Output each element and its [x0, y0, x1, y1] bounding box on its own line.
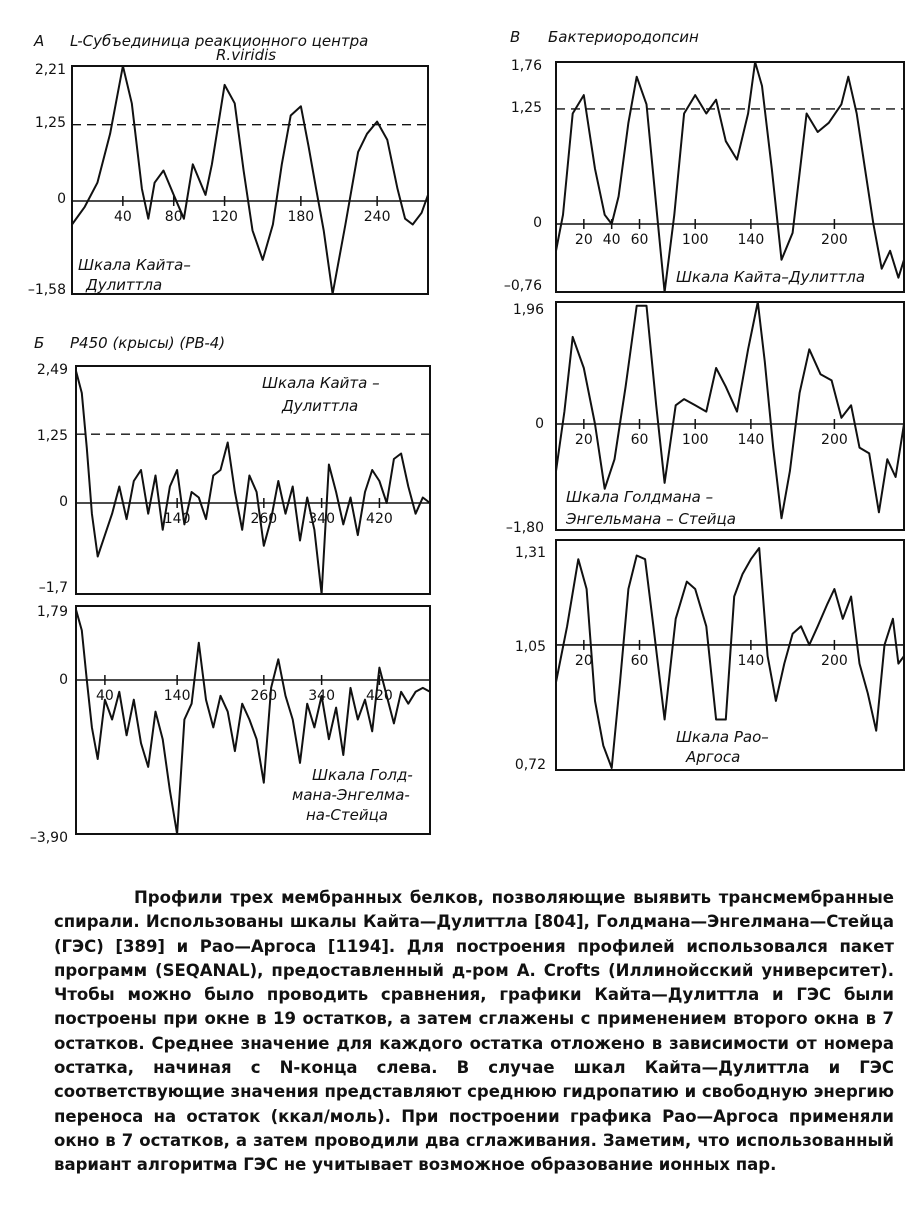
plot-frame — [76, 366, 430, 594]
y-tick-label: 1,25 — [510, 100, 542, 116]
y-tick-label: –1,58 — [27, 282, 66, 298]
panel-v-bacteriorhodopsin — [504, 28, 904, 294]
scale-label: Шкала Голдмана – — [566, 488, 714, 506]
panel-b-p450-kd — [34, 334, 430, 596]
y-tick-label: 0 — [535, 416, 544, 432]
x-tick-label: 140 — [737, 232, 765, 248]
scale-label: Шкала Кайта – — [262, 374, 380, 392]
x-tick-label: 180 — [287, 209, 315, 225]
y-tick-label: –3,90 — [29, 830, 68, 846]
x-tick-label: 420 — [366, 688, 393, 704]
panel-title: Бактериородопсин — [548, 28, 699, 46]
y-tick-label: 0 — [59, 494, 68, 510]
panel-letter: В — [510, 28, 521, 46]
x-tick-label: 60 — [630, 432, 649, 448]
scale-label: Дулиттла — [282, 397, 359, 415]
x-tick-label: 40 — [113, 209, 132, 225]
x-tick-label: 100 — [681, 232, 709, 248]
scale-label: Аргоса — [686, 748, 741, 766]
x-tick-label: 20 — [574, 432, 593, 448]
x-tick-label: 20 — [574, 232, 593, 248]
profile-line — [76, 371, 430, 594]
scale-label: Шкала Кайта–Дулиттла — [676, 268, 866, 286]
scale-label: Шкала Голд- — [312, 766, 413, 784]
panel-subtitle: R.viridis — [216, 46, 277, 64]
x-tick-label: 40 — [95, 688, 114, 704]
scale-label: мана-Энгелма- — [292, 786, 410, 804]
x-tick-label: 260 — [250, 511, 278, 527]
y-tick-label: –1,80 — [505, 520, 544, 536]
y-tick-label: –1,7 — [38, 580, 68, 596]
x-tick-label: 200 — [821, 232, 848, 248]
profile-line — [556, 62, 904, 292]
y-tick-label: –0,76 — [503, 278, 542, 294]
y-tick-label: 0,72 — [514, 757, 546, 773]
y-tick-label: 1,96 — [512, 302, 544, 318]
x-tick-label: 260 — [250, 688, 278, 704]
figure-caption: Профили трех мембранных белков, позволяющие выявить трансмембранные спирали. Использованы шкалы Кайта—Дулиттла [804], Голдмана—Энгелмана—Стейца (ГЭС) [389] и Рао—Аргоса [1194]. Для построения профилей использовался пакет программ (SEQANAL), предоставленный д-ром А. Crofts (Иллинойсский университет). Чтобы можно было проводить сравнения, графики Кайта—Дулиттла и ГЭС были построены при окне в 19 остатков, а затем сглажены с применением второго окна в 7 остатков. Среднее значение для каждого остатка отложено в зависимости от номера остатка, начиная с N-конца слева. В случае шкал Кайта—Дулиттла и ГЭС соответствующие значения представляют среднюю гидропатию и свободную энергию переноса на остаток (ккал/моль). При построении графика Рао—Аргоса применяли окно в 7 остатков, а затем проводили два сглаживания. Заметим, что использованный вариант алгоритма ГЭС не учитывает возможное образование ионных пар. — [54, 888, 894, 1175]
y-tick-label: 1,31 — [514, 545, 546, 561]
scale-label: на-Стейца — [306, 806, 389, 824]
x-tick-label: 200 — [821, 652, 848, 669]
x-tick-label: 100 — [681, 432, 709, 448]
panel-v-ges — [506, 302, 904, 536]
x-tick-label: 340 — [308, 511, 335, 527]
y-tick-label: 1,79 — [36, 604, 68, 620]
x-tick-label: 120 — [211, 209, 238, 225]
x-tick-label: 20 — [574, 652, 593, 669]
scale-label: Шкала Кайта– — [78, 256, 191, 274]
panel-v-rao-argos — [515, 540, 904, 773]
scale-label: Энгельмана – Стейца — [566, 510, 736, 528]
x-tick-label: 140 — [163, 511, 191, 527]
y-tick-label: 1,25 — [34, 115, 66, 131]
scale-label: Дулиттла — [86, 276, 163, 294]
y-tick-label: 1,76 — [510, 58, 542, 74]
panel-title: P450 (крысы) (PB-4) — [70, 334, 226, 352]
x-tick-label: 340 — [308, 688, 335, 704]
x-tick-label: 60 — [630, 652, 649, 669]
x-tick-label: 240 — [363, 209, 391, 225]
y-tick-label: 0 — [57, 191, 66, 207]
panel-title: L-Субъединица реакционного центра — [70, 32, 369, 50]
x-tick-label: 80 — [164, 209, 183, 225]
y-tick-label: 2,49 — [36, 362, 68, 378]
x-tick-label: 140 — [737, 652, 765, 669]
x-tick-label: 60 — [630, 232, 649, 248]
x-tick-label: 40 — [602, 232, 621, 248]
profile-line — [556, 302, 904, 518]
y-tick-label: 1,05 — [514, 639, 546, 655]
y-tick-label: 1,25 — [36, 428, 68, 444]
scale-label: Шкала Рао– — [676, 728, 769, 746]
x-tick-label: 420 — [366, 511, 393, 527]
x-tick-label: 140 — [737, 432, 765, 448]
panel-letter: А — [34, 32, 45, 50]
panel-a-l-subunit — [28, 32, 428, 298]
panel-b-p450-ges — [30, 604, 430, 846]
y-tick-label: 0 — [533, 215, 542, 231]
x-tick-label: 200 — [821, 432, 848, 448]
y-tick-label: 2,21 — [34, 62, 66, 78]
y-tick-label: 0 — [59, 672, 68, 688]
panel-letter: Б — [34, 334, 45, 352]
x-tick-label: 140 — [163, 688, 191, 704]
